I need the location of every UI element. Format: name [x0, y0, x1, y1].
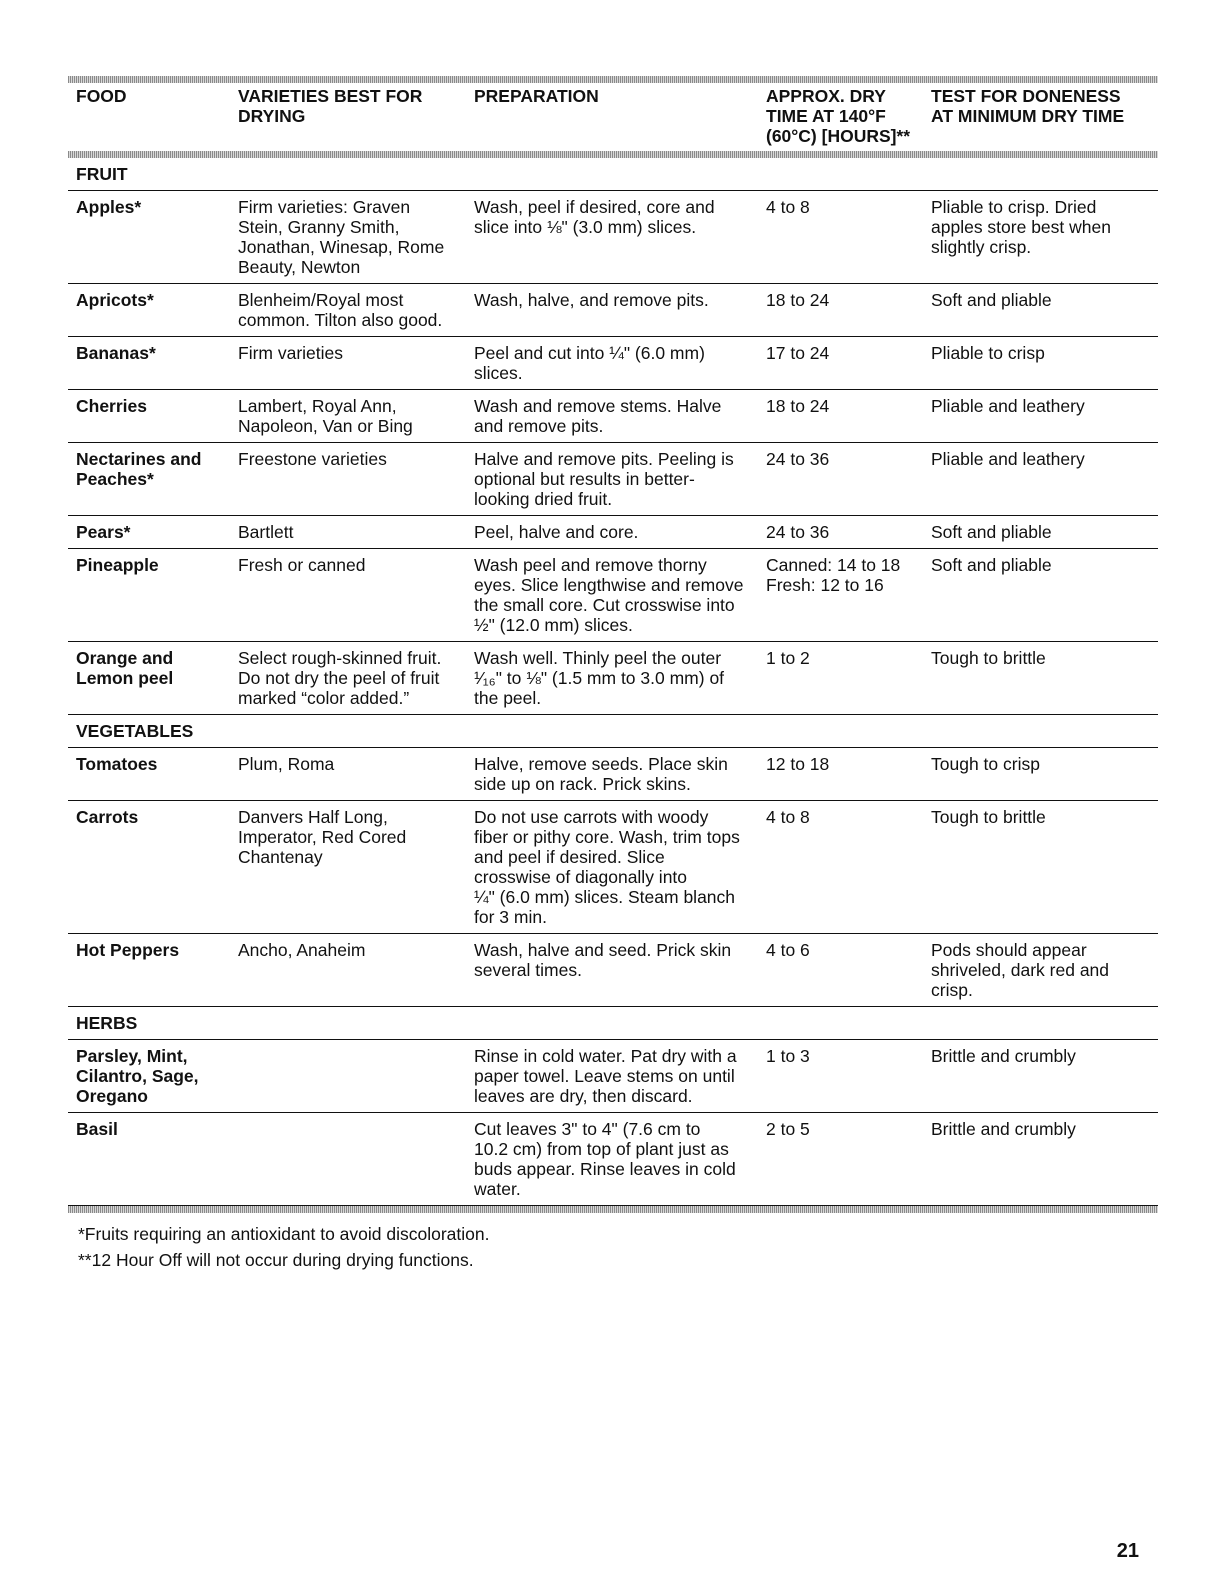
- varieties-cell: Firm varieties: [230, 337, 466, 390]
- table-row: [68, 642, 1158, 715]
- varieties-cell: [230, 1113, 466, 1206]
- dry-time-cell: 18 to 24: [758, 390, 923, 443]
- dry-time-cell: 4 to 8: [758, 801, 923, 934]
- table-row: [68, 1040, 1158, 1113]
- food-cell: Basil: [68, 1113, 230, 1206]
- table-row: [68, 284, 1158, 337]
- food-cell: Tomatoes: [68, 748, 230, 801]
- table-row: [68, 516, 1158, 549]
- dry-time-cell: 17 to 24: [758, 337, 923, 390]
- drying-chart: [68, 76, 1158, 1273]
- bottom-rule: [68, 1206, 1158, 1213]
- table-body: [68, 158, 1158, 1206]
- column-header-varieties: VARIETIES BEST FOR DRYING: [238, 86, 423, 126]
- preparation-cell: Wash and remove stems. Halve and remove pits.: [466, 390, 758, 443]
- dry-time-cell: 12 to 18: [758, 748, 923, 801]
- dry-time-cell: 2 to 5: [758, 1113, 923, 1206]
- varieties-cell: Blenheim/Royal most common. Tilton also good.: [230, 284, 466, 337]
- varieties-cell: [230, 1040, 466, 1113]
- dry-time-cell: 4 to 8: [758, 191, 923, 284]
- food-cell: Hot Peppers: [68, 934, 230, 1007]
- table-row: [68, 191, 1158, 284]
- doneness-cell: Pods should appear shriveled, dark red and crisp.: [923, 934, 1158, 1007]
- dry-time-cell: Canned: 14 to 18 Fresh: 12 to 16: [758, 549, 923, 642]
- varieties-cell: Select rough-skinned fruit. Do not dry the peel of fruit marked “color added.”: [230, 642, 466, 715]
- food-cell: Nectarines and Peaches*: [68, 443, 230, 516]
- footnotes: [68, 1221, 1158, 1273]
- food-cell: Cherries: [68, 390, 230, 443]
- table-row: [68, 748, 1158, 801]
- section-title: VEGETABLES: [68, 715, 1158, 748]
- doneness-cell: Tough to brittle: [923, 801, 1158, 934]
- varieties-cell: Fresh or canned: [230, 549, 466, 642]
- section-title: HERBS: [68, 1007, 1158, 1040]
- doneness-cell: Tough to brittle: [923, 642, 1158, 715]
- food-cell: Carrots: [68, 801, 230, 934]
- preparation-cell: Peel, halve and core.: [466, 516, 758, 549]
- food-cell: Orange and Lemon peel: [68, 642, 230, 715]
- preparation-cell: Cut leaves 3" to 4" (7.6 cm to 10.2 cm) from top of plant just as buds appear. Rinse leaves in cold water.: [466, 1113, 758, 1206]
- table-row: [68, 549, 1158, 642]
- varieties-cell: Freestone varieties: [230, 443, 466, 516]
- footnote: *Fruits requiring an antioxidant to avoid discoloration.: [78, 1224, 490, 1244]
- doneness-cell: Soft and pliable: [923, 284, 1158, 337]
- doneness-cell: Soft and pliable: [923, 516, 1158, 549]
- header-rule: [68, 151, 1158, 158]
- preparation-cell: Peel and cut into ¼" (6.0 mm) slices.: [466, 337, 758, 390]
- preparation-cell: Rinse in cold water. Pat dry with a paper towel. Leave stems on until leaves are dry, then discard.: [466, 1040, 758, 1113]
- dry-time-cell: 24 to 36: [758, 443, 923, 516]
- varieties-cell: Bartlett: [230, 516, 466, 549]
- dry-time-cell: 4 to 6: [758, 934, 923, 1007]
- table-row: [68, 337, 1158, 390]
- preparation-cell: Wash well. Thinly peel the outer ¹⁄₁₆" to ⅛" (1.5 mm to 3.0 mm) of the peel.: [466, 642, 758, 715]
- doneness-cell: Pliable to crisp. Dried apples store best when slightly crisp.: [923, 191, 1158, 284]
- preparation-cell: Halve, remove seeds. Place skin side up on rack. Prick skins.: [466, 748, 758, 801]
- varieties-cell: Firm varieties: Graven Stein, Granny Smith, Jonathan, Winesap, Rome Beauty, Newton: [230, 191, 466, 284]
- column-header-preparation: PREPARATION: [474, 86, 599, 106]
- varieties-cell: Plum, Roma: [230, 748, 466, 801]
- doneness-cell: Pliable to crisp: [923, 337, 1158, 390]
- table-row: [68, 390, 1158, 443]
- varieties-cell: Lambert, Royal Ann, Napoleon, Van or Bing: [230, 390, 466, 443]
- header-row: [68, 83, 1158, 151]
- food-cell: Apples*: [68, 191, 230, 284]
- table-row: [68, 1113, 1158, 1206]
- preparation-cell: Wash, halve, and remove pits.: [466, 284, 758, 337]
- page-number: 21: [1116, 1540, 1139, 1562]
- footnote: **12 Hour Off will not occur during drying functions.: [78, 1250, 474, 1270]
- doneness-cell: Soft and pliable: [923, 549, 1158, 642]
- food-cell: Pineapple: [68, 549, 230, 642]
- food-cell: Parsley, Mint, Cilantro, Sage, Oregano: [68, 1040, 230, 1113]
- drying-table-body: [68, 158, 1158, 1206]
- doneness-cell: Brittle and crumbly: [923, 1113, 1158, 1206]
- food-cell: Apricots*: [68, 284, 230, 337]
- doneness-cell: Pliable and leathery: [923, 390, 1158, 443]
- table-row: [68, 934, 1158, 1007]
- column-header-doneness: TEST FOR DONENESS AT MINIMUM DRY TIME: [931, 86, 1125, 126]
- preparation-cell: Halve and remove pits. Peeling is optional but results in better- looking dried fruit.: [466, 443, 758, 516]
- section-row: [68, 158, 1158, 191]
- preparation-cell: Do not use carrots with woody fiber or pithy core. Wash, trim tops and peel if desired. Slice crosswise of diagonally into ¼" (6.0 mm) slices. Steam blanch for 3 min.: [466, 801, 758, 934]
- column-header-food: FOOD: [76, 86, 127, 106]
- dry-time-cell: 1 to 2: [758, 642, 923, 715]
- drying-table: [68, 83, 1158, 151]
- doneness-cell: Brittle and crumbly: [923, 1040, 1158, 1113]
- varieties-cell: Ancho, Anaheim: [230, 934, 466, 1007]
- section-row: [68, 1007, 1158, 1040]
- varieties-cell: Danvers Half Long, Imperator, Red Cored Chantenay: [230, 801, 466, 934]
- section-row: [68, 715, 1158, 748]
- table-row: [68, 443, 1158, 516]
- dry-time-cell: 18 to 24: [758, 284, 923, 337]
- column-header-dry-time: APPROX. DRY TIME AT 140°F (60°C) [HOURS]**: [766, 86, 911, 146]
- dry-time-cell: 1 to 3: [758, 1040, 923, 1113]
- table-row: [68, 801, 1158, 934]
- food-cell: Bananas*: [68, 337, 230, 390]
- doneness-cell: Pliable and leathery: [923, 443, 1158, 516]
- top-rule: [68, 76, 1158, 83]
- section-title: FRUIT: [68, 158, 1158, 191]
- preparation-cell: Wash peel and remove thorny eyes. Slice lengthwise and remove the small core. Cut crosswise into ½" (12.0 mm) slices.: [466, 549, 758, 642]
- dry-time-cell: 24 to 36: [758, 516, 923, 549]
- food-cell: Pears*: [68, 516, 230, 549]
- preparation-cell: Wash, peel if desired, core and slice into ⅛" (3.0 mm) slices.: [466, 191, 758, 284]
- preparation-cell: Wash, halve and seed. Prick skin several times.: [466, 934, 758, 1007]
- doneness-cell: Tough to crisp: [923, 748, 1158, 801]
